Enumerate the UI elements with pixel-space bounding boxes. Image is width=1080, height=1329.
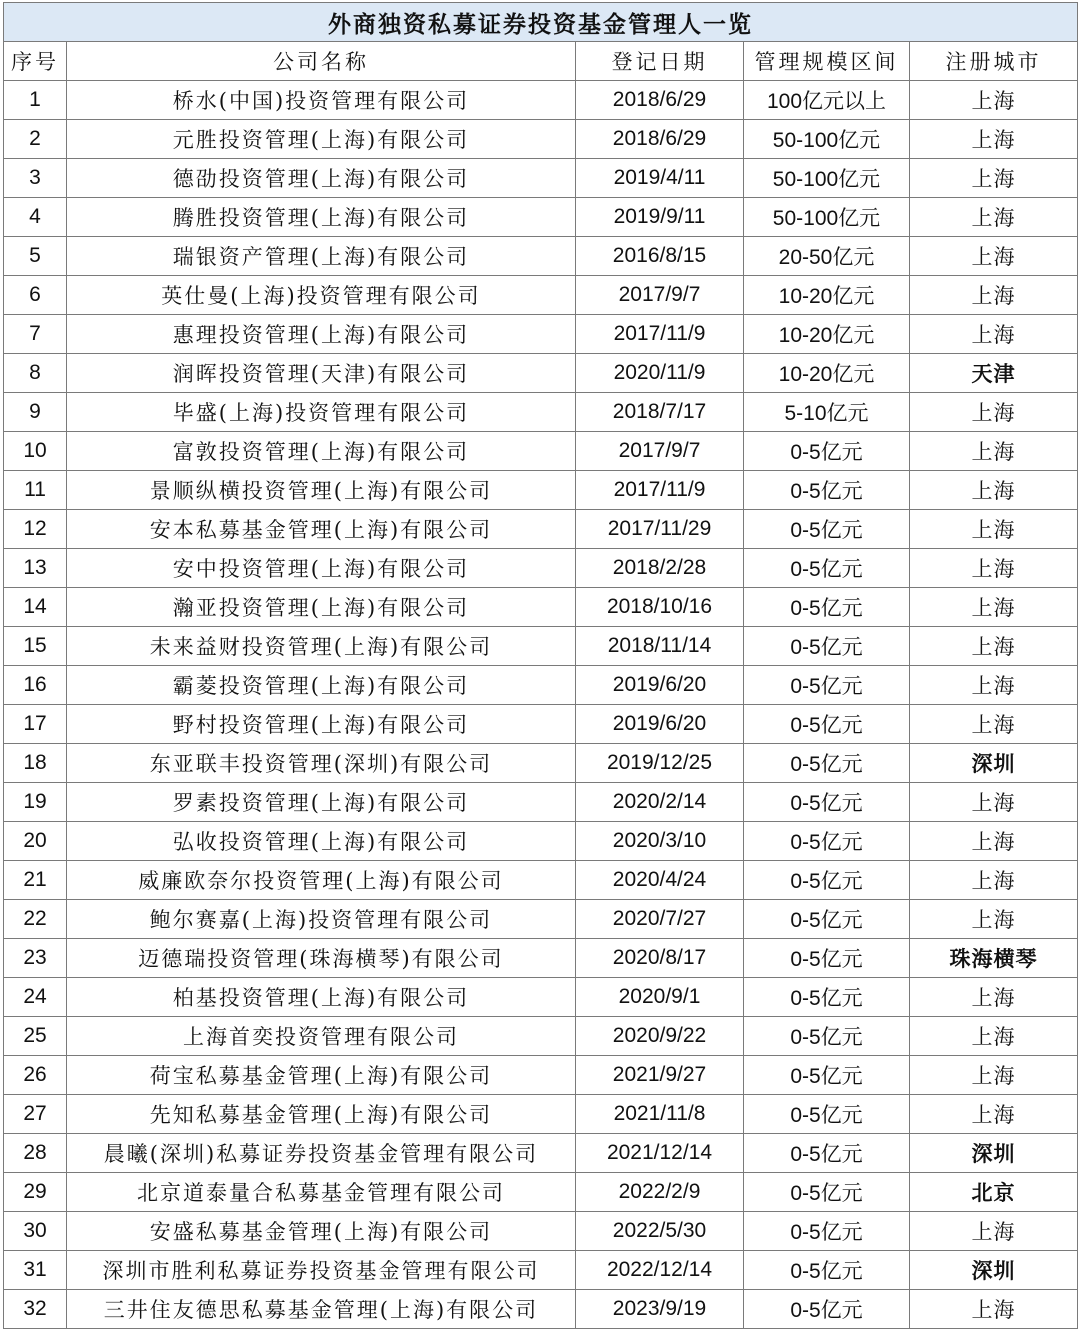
table-row: [4, 627, 1078, 666]
registration-date: 2019/6/20: [576, 705, 744, 744]
table-row: [4, 1134, 1078, 1173]
management-scale: 0-5亿元: [744, 1290, 910, 1329]
row-index: 19: [4, 783, 67, 822]
management-scale: 0-5亿元: [744, 1056, 910, 1095]
row-index: 26: [4, 1056, 67, 1095]
registration-date: 2020/2/14: [576, 783, 744, 822]
company-name: 安本私募基金管理(上海)有限公司: [67, 510, 576, 549]
company-name: 迈德瑞投资管理(珠海横琴)有限公司: [67, 939, 576, 978]
management-scale: 0-5亿元: [744, 783, 910, 822]
table-row: [4, 120, 1078, 159]
company-name: 桥水(中国)投资管理有限公司: [67, 81, 576, 120]
management-scale: 0-5亿元: [744, 471, 910, 510]
registered-city: 上海: [910, 978, 1078, 1017]
company-name: 安中投资管理(上海)有限公司: [67, 549, 576, 588]
row-index: 31: [4, 1251, 67, 1290]
registration-date: 2020/11/9: [576, 354, 744, 393]
company-name: 深圳市胜利私募证券投资基金管理有限公司: [67, 1251, 576, 1290]
row-index: 30: [4, 1212, 67, 1251]
registered-city: 北京: [910, 1173, 1078, 1212]
management-scale: 0-5亿元: [744, 627, 910, 666]
table-row: [4, 744, 1078, 783]
registration-date: 2019/12/25: [576, 744, 744, 783]
table-row: [4, 1290, 1078, 1329]
table-row: [4, 237, 1078, 276]
registration-date: 2020/7/27: [576, 900, 744, 939]
table-row: [4, 510, 1078, 549]
company-name: 荷宝私募基金管理(上海)有限公司: [67, 1056, 576, 1095]
company-name: 上海首奕投资管理有限公司: [67, 1017, 576, 1056]
header-city: 注册城市: [910, 42, 1078, 81]
company-name: 罗素投资管理(上海)有限公司: [67, 783, 576, 822]
table-row: [4, 1251, 1078, 1290]
registration-date: 2017/9/7: [576, 276, 744, 315]
table-row: [4, 81, 1078, 120]
title-row: [4, 3, 1078, 42]
row-index: 24: [4, 978, 67, 1017]
company-name: 威廉欧奈尔投资管理(上海)有限公司: [67, 861, 576, 900]
registration-date: 2018/11/14: [576, 627, 744, 666]
management-scale: 0-5亿元: [744, 822, 910, 861]
table-row: [4, 198, 1078, 237]
table-row: [4, 861, 1078, 900]
company-name: 未来益财投资管理(上海)有限公司: [67, 627, 576, 666]
table-row: [4, 1056, 1078, 1095]
company-name: 腾胜投资管理(上海)有限公司: [67, 198, 576, 237]
management-scale: 5-10亿元: [744, 393, 910, 432]
table-row: [4, 900, 1078, 939]
management-scale: 10-20亿元: [744, 315, 910, 354]
registered-city: 上海: [910, 783, 1078, 822]
management-scale: 10-20亿元: [744, 354, 910, 393]
row-index: 29: [4, 1173, 67, 1212]
table-row: [4, 276, 1078, 315]
row-index: 6: [4, 276, 67, 315]
registration-date: 2020/8/17: [576, 939, 744, 978]
header-scale: 管理规模区间: [744, 42, 910, 81]
registration-date: 2022/5/30: [576, 1212, 744, 1251]
table-row: [4, 549, 1078, 588]
registered-city: 上海: [910, 588, 1078, 627]
registered-city: 上海: [910, 549, 1078, 588]
registration-date: 2019/6/20: [576, 666, 744, 705]
table-row: [4, 1212, 1078, 1251]
registration-date: 2019/4/11: [576, 159, 744, 198]
registered-city: 上海: [910, 471, 1078, 510]
company-name: 晨曦(深圳)私募证券投资基金管理有限公司: [67, 1134, 576, 1173]
management-scale: 0-5亿元: [744, 510, 910, 549]
company-name: 德劭投资管理(上海)有限公司: [67, 159, 576, 198]
company-name: 富敦投资管理(上海)有限公司: [67, 432, 576, 471]
management-scale: 0-5亿元: [744, 900, 910, 939]
row-index: 10: [4, 432, 67, 471]
registered-city: 上海: [910, 120, 1078, 159]
registration-date: 2016/8/15: [576, 237, 744, 276]
table-row: [4, 705, 1078, 744]
registered-city: 上海: [910, 510, 1078, 549]
row-index: 25: [4, 1017, 67, 1056]
management-scale: 10-20亿元: [744, 276, 910, 315]
registered-city: 上海: [910, 276, 1078, 315]
management-scale: 100亿元以上: [744, 81, 910, 120]
table-title: 外商独资私募证券投资基金管理人一览: [4, 3, 1078, 42]
company-name: 北京道泰量合私募基金管理有限公司: [67, 1173, 576, 1212]
management-scale: 50-100亿元: [744, 198, 910, 237]
table-row: [4, 783, 1078, 822]
company-name: 柏基投资管理(上海)有限公司: [67, 978, 576, 1017]
management-scale: 0-5亿元: [744, 744, 910, 783]
management-scale: 0-5亿元: [744, 705, 910, 744]
management-scale: 50-100亿元: [744, 159, 910, 198]
registered-city: 珠海横琴: [910, 939, 1078, 978]
registered-city: 上海: [910, 432, 1078, 471]
registered-city: 深圳: [910, 1251, 1078, 1290]
registered-city: 上海: [910, 1095, 1078, 1134]
table-row: [4, 1017, 1078, 1056]
company-name: 三井住友德思私募基金管理(上海)有限公司: [67, 1290, 576, 1329]
table-row: [4, 1173, 1078, 1212]
management-scale: 0-5亿元: [744, 1134, 910, 1173]
company-name: 弘收投资管理(上海)有限公司: [67, 822, 576, 861]
row-index: 28: [4, 1134, 67, 1173]
row-index: 22: [4, 900, 67, 939]
table-row: [4, 471, 1078, 510]
registered-city: 上海: [910, 1212, 1078, 1251]
company-name: 瀚亚投资管理(上海)有限公司: [67, 588, 576, 627]
company-name: 毕盛(上海)投资管理有限公司: [67, 393, 576, 432]
table-row: [4, 939, 1078, 978]
registered-city: 上海: [910, 315, 1078, 354]
table-row: [4, 1095, 1078, 1134]
company-name: 惠理投资管理(上海)有限公司: [67, 315, 576, 354]
management-scale: 20-50亿元: [744, 237, 910, 276]
table-body: [4, 81, 1078, 1329]
table-row: [4, 822, 1078, 861]
row-index: 17: [4, 705, 67, 744]
table-row: [4, 978, 1078, 1017]
company-name: 东亚联丰投资管理(深圳)有限公司: [67, 744, 576, 783]
row-index: 18: [4, 744, 67, 783]
company-name: 景顺纵横投资管理(上海)有限公司: [67, 471, 576, 510]
registration-date: 2022/2/9: [576, 1173, 744, 1212]
company-name: 安盛私募基金管理(上海)有限公司: [67, 1212, 576, 1251]
management-scale: 0-5亿元: [744, 939, 910, 978]
header-row: [4, 42, 1078, 81]
management-scale: 0-5亿元: [744, 666, 910, 705]
registration-date: 2023/9/19: [576, 1290, 744, 1329]
registered-city: 上海: [910, 900, 1078, 939]
row-index: 15: [4, 627, 67, 666]
table-row: [4, 393, 1078, 432]
table-row: [4, 159, 1078, 198]
registered-city: 上海: [910, 822, 1078, 861]
management-scale: 0-5亿元: [744, 861, 910, 900]
row-index: 3: [4, 159, 67, 198]
row-index: 32: [4, 1290, 67, 1329]
company-name: 霸菱投资管理(上海)有限公司: [67, 666, 576, 705]
registration-date: 2018/6/29: [576, 120, 744, 159]
company-name: 鲍尔赛嘉(上海)投资管理有限公司: [67, 900, 576, 939]
registration-date: 2021/12/14: [576, 1134, 744, 1173]
company-name: 英仕曼(上海)投资管理有限公司: [67, 276, 576, 315]
row-index: 23: [4, 939, 67, 978]
registration-date: 2020/9/22: [576, 1017, 744, 1056]
registered-city: 上海: [910, 705, 1078, 744]
row-index: 27: [4, 1095, 67, 1134]
registration-date: 2018/2/28: [576, 549, 744, 588]
row-index: 1: [4, 81, 67, 120]
registered-city: 深圳: [910, 1134, 1078, 1173]
registration-date: 2021/11/8: [576, 1095, 744, 1134]
row-index: 21: [4, 861, 67, 900]
registration-date: 2021/9/27: [576, 1056, 744, 1095]
company-name: 野村投资管理(上海)有限公司: [67, 705, 576, 744]
registered-city: 上海: [910, 159, 1078, 198]
management-scale: 0-5亿元: [744, 1017, 910, 1056]
registered-city: 上海: [910, 1017, 1078, 1056]
management-scale: 0-5亿元: [744, 432, 910, 471]
registration-date: 2019/9/11: [576, 198, 744, 237]
registration-date: 2018/7/17: [576, 393, 744, 432]
registration-date: 2017/9/7: [576, 432, 744, 471]
registered-city: 上海: [910, 393, 1078, 432]
row-index: 12: [4, 510, 67, 549]
registered-city: 上海: [910, 1290, 1078, 1329]
row-index: 7: [4, 315, 67, 354]
row-index: 14: [4, 588, 67, 627]
registration-date: 2017/11/9: [576, 471, 744, 510]
registered-city: 上海: [910, 627, 1078, 666]
row-index: 11: [4, 471, 67, 510]
row-index: 9: [4, 393, 67, 432]
management-scale: 0-5亿元: [744, 1251, 910, 1290]
row-index: 13: [4, 549, 67, 588]
header-date: 登记日期: [576, 42, 744, 81]
header-index: 序号: [4, 42, 67, 81]
company-name: 先知私募基金管理(上海)有限公司: [67, 1095, 576, 1134]
registration-date: 2022/12/14: [576, 1251, 744, 1290]
company-name: 元胜投资管理(上海)有限公司: [67, 120, 576, 159]
management-scale: 50-100亿元: [744, 120, 910, 159]
management-scale: 0-5亿元: [744, 1212, 910, 1251]
table-row: [4, 354, 1078, 393]
registration-date: 2020/4/24: [576, 861, 744, 900]
registered-city: 上海: [910, 81, 1078, 120]
registered-city: 深圳: [910, 744, 1078, 783]
registration-date: 2020/3/10: [576, 822, 744, 861]
row-index: 16: [4, 666, 67, 705]
registration-date: 2018/10/16: [576, 588, 744, 627]
table-row: [4, 666, 1078, 705]
registration-date: 2017/11/29: [576, 510, 744, 549]
company-name: 润晖投资管理(天津)有限公司: [67, 354, 576, 393]
registered-city: 上海: [910, 198, 1078, 237]
registration-date: 2018/6/29: [576, 81, 744, 120]
registered-city: 上海: [910, 237, 1078, 276]
management-scale: 0-5亿元: [744, 1095, 910, 1134]
row-index: 4: [4, 198, 67, 237]
company-name: 瑞银资产管理(上海)有限公司: [67, 237, 576, 276]
table-row: [4, 588, 1078, 627]
management-scale: 0-5亿元: [744, 588, 910, 627]
row-index: 2: [4, 120, 67, 159]
registration-date: 2020/9/1: [576, 978, 744, 1017]
management-scale: 0-5亿元: [744, 1173, 910, 1212]
row-index: 20: [4, 822, 67, 861]
row-index: 8: [4, 354, 67, 393]
row-index: 5: [4, 237, 67, 276]
registered-city: 上海: [910, 861, 1078, 900]
header-company: 公司名称: [67, 42, 576, 81]
registered-city: 天津: [910, 354, 1078, 393]
management-scale: 0-5亿元: [744, 549, 910, 588]
manager-table: [3, 2, 1078, 1329]
management-scale: 0-5亿元: [744, 978, 910, 1017]
registered-city: 上海: [910, 666, 1078, 705]
registered-city: 上海: [910, 1056, 1078, 1095]
table-row: [4, 315, 1078, 354]
registration-date: 2017/11/9: [576, 315, 744, 354]
table-row: [4, 432, 1078, 471]
